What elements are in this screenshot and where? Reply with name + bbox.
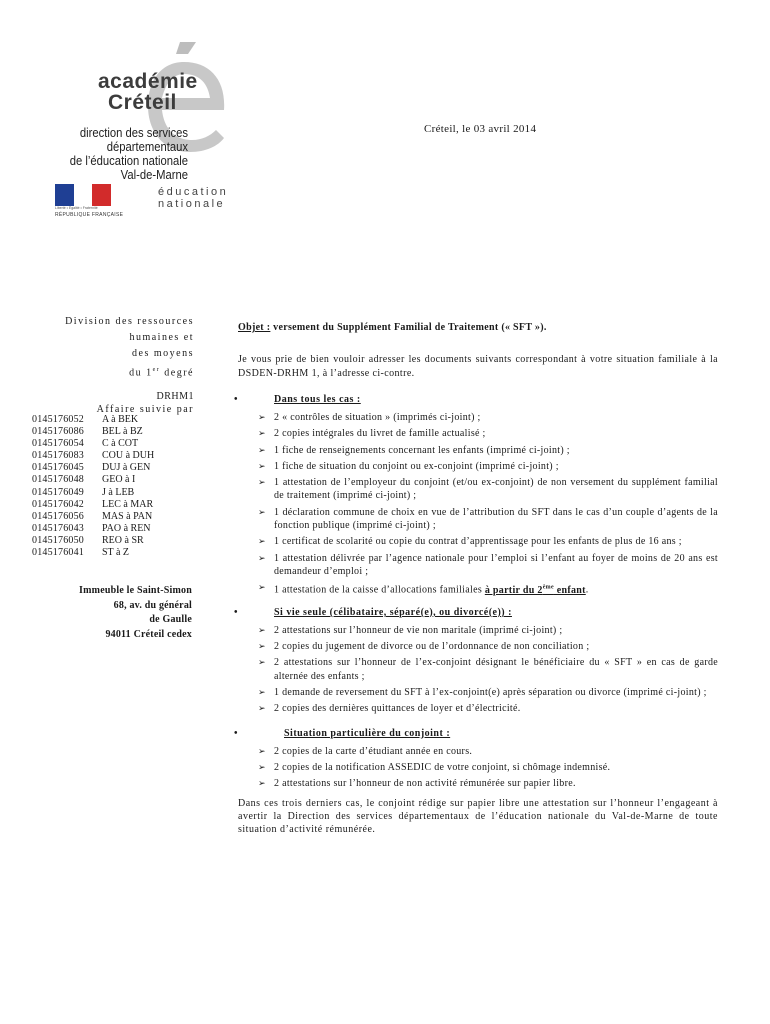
contact-phone: 0145176050	[32, 534, 84, 546]
degree-prefix: du 1	[129, 367, 153, 379]
address-line: Immeuble le Saint-Simon	[79, 585, 192, 596]
arrow-bullet-icon: ➢	[258, 624, 266, 635]
academie-logo	[38, 40, 228, 270]
arrow-bullet-icon: ➢	[258, 657, 266, 668]
contact-row	[32, 547, 154, 559]
section-spouse-situation	[234, 727, 718, 791]
list-item	[238, 777, 718, 790]
list-item	[238, 506, 718, 533]
contact-row	[32, 499, 154, 511]
contact-row	[32, 523, 154, 535]
section-title: Si vie seule (célibataire, séparé(e), ou divorcé(e)) :	[274, 606, 512, 618]
list-item	[238, 427, 718, 440]
item-text: 2 attestations sur l’honneur de l’ex-conjoint désignant le bénéficiaire du « SFT » en cas de garde alternée des enfants ;	[274, 657, 718, 682]
arrow-bullet-icon: ➢	[258, 552, 266, 563]
list-item	[238, 535, 718, 548]
list-item	[238, 444, 718, 457]
item-text: 1 demande de reversement du SFT à l’ex-conjoint(e) après séparation ou divorce (imprimé ci-joint) ;	[274, 687, 707, 699]
dept-line: direction des services	[79, 126, 188, 140]
division-line: Division des ressources	[65, 316, 194, 327]
flag-blue	[55, 184, 74, 206]
logo-line-academie: académie	[98, 70, 198, 93]
list-item	[238, 476, 718, 503]
sidebar-division	[60, 314, 194, 415]
item-text: 2 copies des dernières quittances de loyer et d’électricité.	[274, 703, 521, 715]
division-line	[60, 362, 194, 381]
address-line: de Gaulle	[149, 614, 192, 625]
contact-phone: 0145176054	[32, 438, 84, 450]
motto: Liberté • Égalité • Fraternité	[55, 206, 98, 210]
arrow-bullet-icon: ➢	[258, 536, 266, 547]
contact-range: LEC à MAR	[102, 498, 154, 510]
flag-white	[74, 184, 93, 206]
contact-phone: 0145176049	[32, 486, 84, 498]
contact-phone: 0145176056	[32, 510, 84, 522]
arrow-bullet-icon: ➢	[258, 703, 266, 714]
contact-phone: 0145176048	[32, 474, 84, 486]
item-text: 2 copies de la notification ASSEDIC de votre conjoint, si chômage indemnisé.	[274, 761, 611, 773]
flag-red	[92, 184, 111, 206]
contact-row	[32, 535, 154, 547]
section-items	[238, 411, 718, 578]
contact-phone: 0145176083	[32, 450, 84, 462]
item-text: 1 attestation délivrée par l’agence nationale pour l’emploi si l’enfant au foyer de moins de 20 ans est demandeur d’emploi ;	[274, 552, 718, 577]
arrow-bullet-icon: ➢	[258, 477, 266, 488]
contact-row	[32, 474, 154, 486]
contact-range: A à BEK	[102, 414, 139, 425]
list-item	[238, 702, 718, 715]
contact-row	[32, 487, 154, 499]
dept-line: de l’éducation nationale	[69, 154, 188, 168]
subject-line	[238, 322, 718, 333]
letter-date: Créteil, le 03 avril 2014	[424, 123, 537, 135]
list-item	[238, 761, 718, 774]
department-name	[53, 126, 188, 182]
arrow-bullet-icon: ➢	[258, 444, 266, 455]
contact-range: REO à SR	[102, 534, 144, 546]
section-heading	[234, 394, 718, 405]
item-end: .	[585, 584, 589, 596]
arrow-bullet-icon: ➢	[258, 582, 266, 593]
division-line: humaines et	[129, 332, 194, 343]
contact-range: MAS à PAN	[102, 510, 153, 522]
list-item	[238, 552, 718, 579]
contact-range: J à LEB	[102, 486, 135, 498]
arrow-bullet-icon: ➢	[258, 778, 266, 789]
contact-phone: 0145176042	[32, 498, 84, 510]
item-text: 2 copies du jugement de divorce ou de l’ordonnance de non conciliation ;	[274, 641, 590, 653]
bullet-icon: •	[234, 727, 239, 739]
emphasis-text: à partir du 2	[484, 584, 543, 596]
education-nationale-label	[158, 186, 228, 210]
closing-paragraph: Dans ces trois derniers cas, le conjoint rédige sur papier libre une attestation sur l’honneur l’engageant à avertir la Direction des services départementaux de l’éducation nationale du Val-de-Marne de toute situation d’activité rémunérée.	[238, 797, 718, 836]
section-heading	[234, 727, 718, 739]
contact-phone: 0145176043	[32, 522, 84, 534]
list-item	[238, 686, 718, 699]
list-item	[238, 745, 718, 758]
contact-row	[32, 462, 154, 474]
arrow-bullet-icon: ➢	[258, 761, 266, 772]
contact-range: BEL à BZ	[102, 426, 143, 438]
item-emphasis	[485, 585, 586, 596]
emphasis-end: enfant	[553, 584, 586, 596]
item-text: 1 fiche de renseignements concernant les enfants (imprimé ci-joint) ;	[274, 444, 570, 456]
contact-row	[32, 511, 154, 523]
list-item	[238, 624, 718, 637]
arrow-bullet-icon: ➢	[258, 687, 266, 698]
item-text: 2 copies de la carte d’étudiant année en cours.	[274, 745, 473, 757]
edu-line: nationale	[158, 198, 226, 210]
dept-line: départementaux	[106, 140, 188, 154]
address-line: 68, av. du général	[113, 599, 192, 611]
address	[56, 584, 192, 642]
intro-paragraph: Je vous prie de bien vouloir adresser les documents suivants correspondant à votre situation familiale à la DSDEN-DRHM 1, à l’adresse ci-contre.	[238, 354, 718, 379]
letter-body	[234, 322, 718, 837]
emphasis-sup: ème	[542, 584, 554, 591]
dept-line: Val-de-Marne	[120, 168, 188, 182]
division-title	[60, 314, 194, 381]
contact-list	[32, 414, 154, 559]
address-line: 94011 Créteil cedex	[105, 628, 192, 640]
section-title: Dans tous les cas :	[274, 394, 361, 405]
contact-range: GEO à I	[102, 474, 136, 486]
contact-row	[32, 438, 154, 450]
arrow-bullet-icon: ➢	[258, 460, 266, 471]
item-text: 2 « contrôles de situation » (imprimés ci-joint) ;	[274, 412, 481, 423]
contact-range: PAO à REN	[102, 522, 151, 534]
list-item	[238, 581, 718, 597]
section-items	[238, 745, 718, 791]
republique-francaise-label: RÉPUBLIQUE FRANÇAISE	[55, 212, 124, 218]
contact-range: COU à DUH	[102, 450, 155, 462]
list-item	[238, 460, 718, 473]
list-item	[238, 656, 718, 683]
contact-range: ST à Z	[102, 547, 130, 559]
list-item	[238, 411, 718, 424]
contact-row	[32, 414, 154, 426]
section-all-cases	[234, 394, 718, 597]
subject-label: Objet :	[238, 322, 271, 333]
french-flag-icon	[55, 184, 111, 206]
edu-line: éducation	[158, 186, 229, 198]
arrow-bullet-icon: ➢	[258, 506, 266, 517]
contact-row	[32, 450, 154, 462]
section-items	[238, 624, 718, 716]
arrow-bullet-icon: ➢	[258, 745, 266, 756]
contact-phone: 0145176045	[32, 462, 84, 474]
contact-range: DUJ à GEN	[102, 462, 151, 474]
contact-phone: 0145176041	[32, 547, 84, 559]
degree-sup: er	[152, 367, 161, 373]
item-text: 1 attestation de l’employeur du conjoint (et/ou ex-conjoint) de non versement du supplément familial de traitement (imprimé ci-joint) ;	[274, 477, 718, 502]
degree-suffix: degré	[160, 367, 194, 379]
item-text: 1 attestation de la caisse d’allocations familiales	[274, 584, 485, 596]
arrow-bullet-icon: ➢	[258, 428, 266, 439]
contact-phone: 0145176086	[32, 426, 84, 438]
arrow-bullet-icon: ➢	[258, 641, 266, 652]
item-text: 2 copies intégrales du livret de famille actualisé ;	[274, 428, 486, 440]
item-text: 1 fiche de situation du conjoint ou ex-conjoint (imprimé ci-joint) ;	[274, 460, 559, 472]
contact-range: C à COT	[102, 438, 139, 450]
list-item	[238, 640, 718, 653]
contact-phone: 0145176052	[32, 414, 84, 425]
bullet-icon: •	[234, 606, 239, 618]
item-text: 2 attestations sur l’honneur de vie non maritale (imprimé ci-joint) ;	[274, 624, 563, 636]
affaire-suivie-label: Affaire suivie par	[96, 404, 194, 416]
subject-text: versement du Supplément Familial de Traitement (« SFT »).	[270, 322, 547, 333]
section-heading	[234, 606, 718, 618]
division-line: des moyens	[132, 348, 194, 359]
item-text: 1 déclaration commune de choix en vue de l’attribution du SFT dans le cas d’un couple d’agents de la fonction publique (imprimé ci-joint) ;	[274, 506, 718, 532]
section-title: Situation particulière du conjoint :	[284, 727, 451, 739]
logo-line-creteil: Créteil	[108, 91, 177, 114]
drhm-code: DRHM1	[156, 391, 194, 403]
section-single-life	[234, 606, 718, 716]
item-text: 1 certificat de scolarité ou copie du contrat d’apprentissage pour les enfants de plus de 16 ans ;	[274, 536, 682, 548]
bullet-icon: •	[234, 394, 239, 405]
arrow-bullet-icon: ➢	[258, 412, 266, 422]
contact-row	[32, 426, 154, 438]
item-text: 2 attestations sur l’honneur de non activité rémunérée sur papier libre.	[274, 778, 576, 790]
